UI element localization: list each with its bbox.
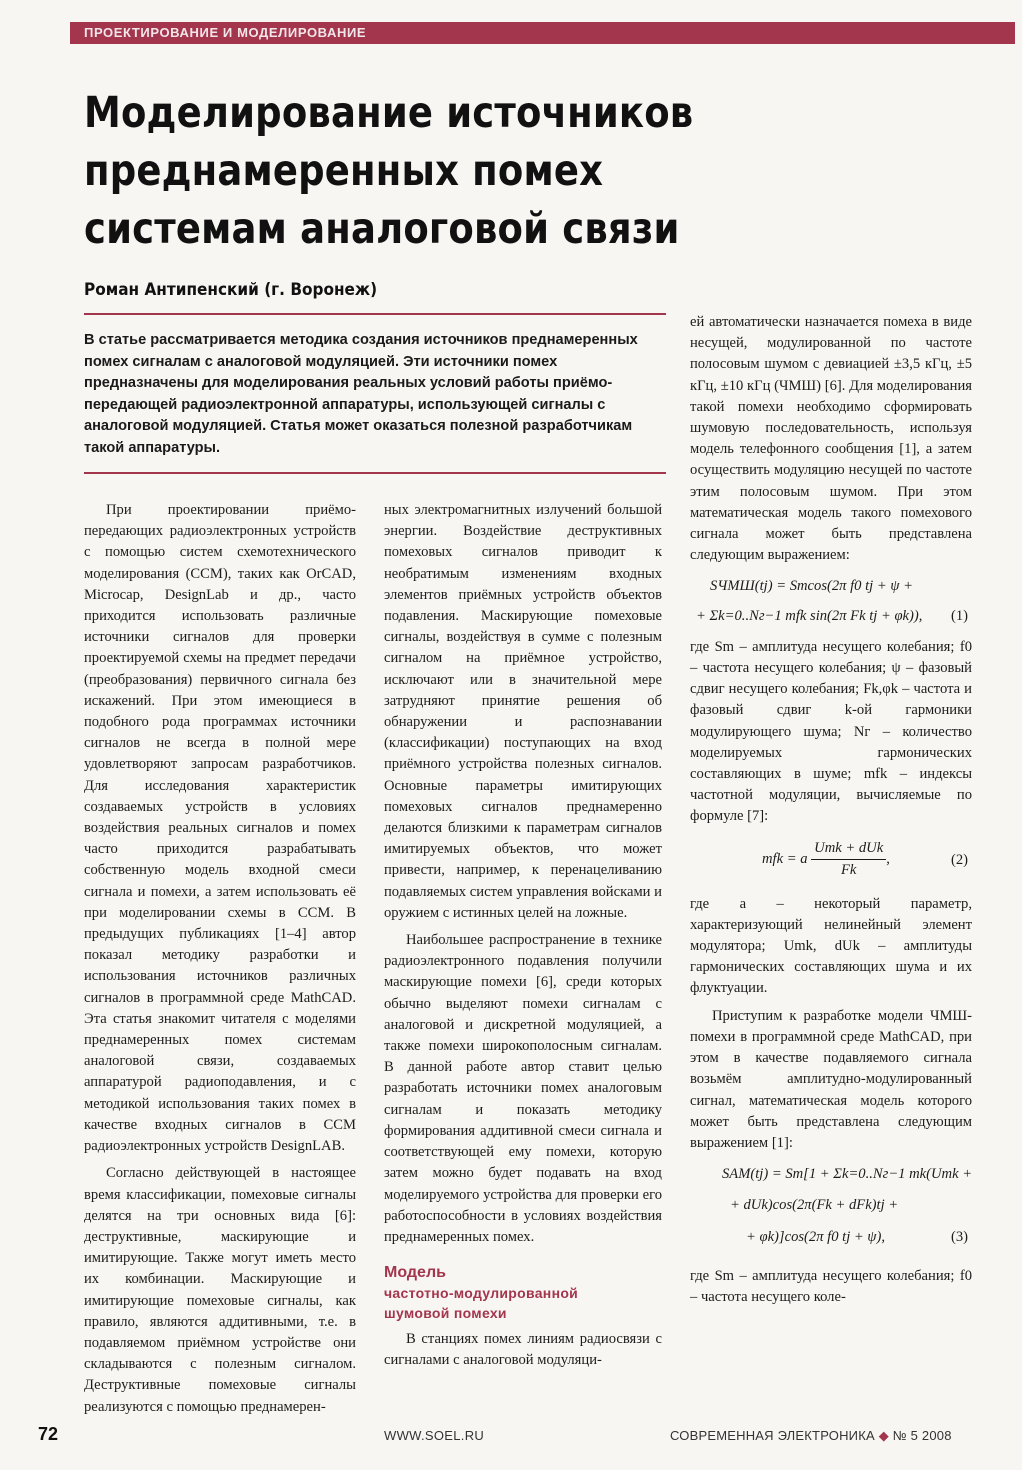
equation-1-number: (1) xyxy=(950,607,968,624)
section-heading xyxy=(384,1262,662,1323)
paragraph: где Sm – амплитуда несущего колебания; f0 – частота несущего коле- xyxy=(690,1267,972,1305)
section-heading-line-2: частотно-модулированной xyxy=(384,1285,579,1302)
journal-issue: № 5 2008 xyxy=(892,1428,952,1443)
paragraph: Согласно действующей в настоящее время классификации, помеховые сигналы делятся на три основных вида [6]: деструктивные, маскирующие и имитирующие. Также могут иметь место их комбинации. Маскирующие и имитирующие помеховые сигналы, как правило, являются аддитивными, т.е. в подавляемом приёмном устройстве они складываются с полезным сигналом. Деструктивные помеховые сигналы реализуются с помощью преднамерен- xyxy=(84,1165,356,1415)
title-line-2: преднамеренных помех xyxy=(84,146,604,196)
journal-name: СОВРЕМЕННАЯ ЭЛЕКТРОНИКА xyxy=(670,1428,875,1443)
paragraph: Наибольшее распространение в технике радиоэлектронного подавления получили маскирующие помехи [6], среди которых обычно выделяют помехи сигналам с аналоговой и дискретной модуляцией, а также помехи широкополосным сигналам. В данной работе автор ставит целью разработать источники помех аналоговым сигналам и показать методику формирования аддитивной смеси сигнала и соответствующей ему помехи, которую затем можно будет подавать на вход моделируемого устройства для проверки его работоспособности в условиях воздействия преднамеренных помех. xyxy=(384,932,662,1245)
section-label: ПРОЕКТИРОВАНИЕ И МОДЕЛИРОВАНИЕ xyxy=(84,25,367,40)
equation-1-line-2: + Σk=0..Nг−1 mfk sin(2π Fk tj + φk)), xyxy=(696,607,923,624)
abstract-text: В статье рассматривается методика создания источников преднамеренных помех сигналам с аналоговой модуляцией. Эти источники помех предназначены для моделирования реальных условий работы приёмо-передающей радиоэлектронной аппаратуры, использующей сигналы с аналоговой модуляцией. Статья может оказаться полезной разработчикам такой аппаратуры. xyxy=(84,332,638,456)
author-line: Роман Антипенский (г. Воронеж) xyxy=(84,280,378,300)
equation-1-line-1: SЧМШ(tj) = Smcos(2π f0 tj + ψ + xyxy=(710,578,913,595)
section-heading-line-3: шумовой помехи xyxy=(384,1305,507,1322)
equation-2-fraction xyxy=(811,838,886,881)
paragraph: где a – некоторый параметр, характеризующий нелинейный элемент модулятора; Umk, dUk – амплитуды гармонических составляющих шума и их флуктуации. xyxy=(690,895,972,997)
section-heading-line-1: Модель xyxy=(384,1264,446,1282)
paragraph: В станциях помех линиям радиосвязи с сигналами с аналоговой модуляци- xyxy=(384,1331,662,1369)
abstract xyxy=(84,330,664,460)
section-header-band xyxy=(70,22,1015,44)
abstract-bottom-rule xyxy=(84,472,666,474)
abstract-top-rule xyxy=(84,313,666,315)
column-2 xyxy=(384,500,662,1378)
equation-3-line-3: + φk)]cos(2π f0 tj + ψ), xyxy=(746,1228,885,1245)
title-line-1: Моделирование источников xyxy=(84,88,694,138)
equation-2-denominator: Fk xyxy=(840,861,857,878)
equation-1 xyxy=(690,576,972,626)
column-3 xyxy=(690,312,972,1314)
equation-3-line-2: + dUk)cos(2π(Fk + dFk)tj + xyxy=(730,1197,899,1214)
paragraph: ей автоматически назначается помеха в виде несущей, модулированной по частоте полосовым шумом с девиацией ±3,5 кГц, ±5 кГц, ±10 кГц (ЧМШ) [6]. Для моделирования такой помехи необходимо сформировать шумовую последовательность, используя модель телефонного сообщения [1], а затем осуществить модуляцию несущей по частоте этим полосовым шумом. При этом математическая модель такого помехового сигнала может быть представлена следующим выражением: xyxy=(690,314,972,564)
equation-3 xyxy=(690,1164,972,1248)
paragraph: где Sm – амплитуда несущего колебания; f0 – частота несущего колебания; ψ – фазовый сдвиг несущего колебания; Fk,φk – частота и фазовый сдвиг k-ой гармоники модулирующего шума; Nг – количество моделируемых гармонических составляющих в шуме; mfk – индексы частотной модуляции, вычисляемые по формуле [7]: xyxy=(690,638,972,825)
equation-2-numerator: Umk + dUk xyxy=(811,838,886,860)
title-line-3: системам аналоговой связи xyxy=(84,204,680,254)
equation-2-lhs: mfk = a xyxy=(762,850,808,867)
paragraph: Приступим к разработке модели ЧМШ-помехи в программной среде MathCAD, при этом в качестве подавляемого сигнала возьмём амплитудно-модулированный сигнал, математическая модель которого может быть представлена следующим выражением [1]: xyxy=(690,1007,972,1151)
page-number: 72 xyxy=(38,1424,59,1444)
equation-2-number: (2) xyxy=(950,851,968,868)
column-1 xyxy=(84,500,356,1424)
paragraph: ных электромагнитных излучений большой энергии. Воздействие деструктивных помеховых сигналов приводит к необратимым изменениям входных элементов приёмных устройств объектов подавления. Маскирующие помеховые сигналы, воздействуя в сумме с полезным сигналом на приёмное устройство, исключают или в значительной мере затрудняют принятие решения об обнаружении и распознавании (классификации) поступающих на вход приёмного устройства полезных сигналов. Основные параметры имитирующих помеховых сигналов преднамеренно делаются близкими к параметрам сигналов имитируемых объектов, что может привести, например, к перенацеливанию подавляемых систем управления войсками и оружием с истинных целей на ложные. xyxy=(384,502,662,921)
equation-3-line-1: SAM(tj) = Sm[1 + Σk=0..Nг−1 mk(Umk + xyxy=(722,1166,973,1183)
diamond-icon: ◆ xyxy=(878,1428,889,1443)
footer-site: WWW.SOEL.RU xyxy=(384,1428,485,1443)
footer-journal xyxy=(670,1428,952,1444)
article-title xyxy=(84,84,738,258)
equation-2: mfk = a $\frac{\text{Umk + dUk}}{Fk}$ , (2) xyxy=(690,838,972,884)
paragraph: При проектировании приёмо-передающих радиоэлектронных устройств с помощью систем схемотехнического моделирования (ССМ), таких как OrCAD, Microcap, DesignLab и др., часто приходится использовать различные источники сигналов для проверки проектируемой схемы на предмет передачи (преобразования) первичного сигнала без искажений. При этом имеющиеся в подобного рода программах источники сигналов не всегда в полной мере удовлетворяют запросам разработчиков. Для исследования характеристик создаваемых устройств в условиях воздействия реальных сигналов и помех часто приходится разрабатывать собственную модель входной смеси сигнала и помехи, а затем использовать её при моделировании схемы в ССМ. В предыдущих публикациях [1–4] автор показал методику разработки и использования источников различных сигналов в программной среде MathCAD. Эта статья знакомит читателя с моделями преднамеренных помех системам аналоговой связи, создаваемых аппаратурой радиоподавления, и с методикой использования таких помех в качестве входных сигналов в ССМ радиоэлектронных устройств DesignLAB. xyxy=(84,502,356,1155)
equation-3-number: (3) xyxy=(950,1228,968,1245)
